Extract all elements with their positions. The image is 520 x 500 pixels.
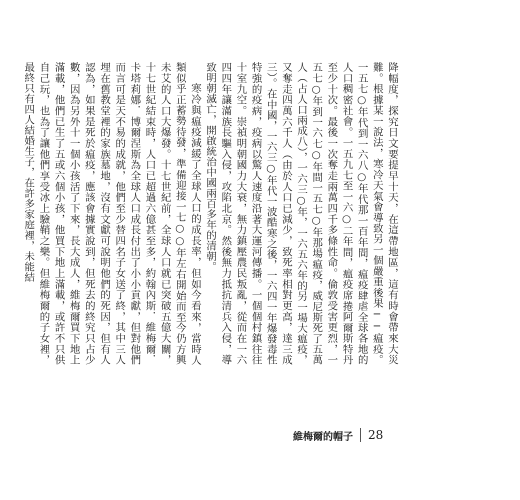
page-number: 28 [368,428,384,442]
paragraph-1: 降幅度，探究日文要提早十天，在這帶地區，這有時會帶來大災難。根據某一說法，寒冷天氣會導致另一個嚴重後果──瘟疫。一五七○年代到一六八○年代那一百年間，瘟疫肆虐全球各地的人口稠密社會。一五九七至一六○二年間，瘟疫席捲阿爾斯特丹至少十次。最後一次奪走兩萬四千多條性命。倫敦受害更烈，一五七○年到一六七○年間一五七○年那場瘟疫，威尼斯死了五萬人（占人口兩成八），一六三○年，一六五六年的另一場大瘟疫，又奪走四萬六千人（由於人口已減少，致死率相對更高，達三成三）。在中國，一六三○年代一波酷寒之後，一六四一年爆發毒性特強的疫病，疫病以驚人速度沿著大運河傳播。一個個村鎮往往十室九空。崇禎明朝國力大衰，無力鎮壓農民叛亂，從而在一六四四年讓滿族長驅入侵，攻陷北京。然後無力抵抗清兵入侵，導致明朝滅亡，開啟統治中國兩百多年的清朝。 [204,62,398,365]
page-footer [293,426,383,444]
body-text [20,62,402,365]
footer-divider [360,428,361,442]
running-title: 維梅爾的帽子 [293,431,353,443]
paragraph-2: 寒冷與瘟疫減緩了全球人口的成長率，但如今看來，當時人類似乎正蓄勢待發，準備迎接一七○○年左右開始而至今仍方興未艾的人口大爆發。十七世紀前，全球人口就已突破五億大關，十七世紀結束時，人口已超過六億甚至多，約翰內斯．維梅爾．卡塔莉娜．博爾涅斯為全球人口成長付出了小小貢獻，但對他們而言可是天不易的成就，他們至少替四名子女送了終，其中三人埋在舊教堂裡的家族墓地，沒有文獻可說明他們的死因，但有人認為，如果是死於瘟疫，應該會據實說到，但死去的終究只占少數，因為另外十一個小孩活了下來，長大成人，維梅爾買下地上滿載，他們已生了五或六個小孩，他買下地上滿載，或許不只供自己玩，也為了讓他們享受冰上驗鞘之樂。但維梅爾的子女裡，最終只有四人結婚生子，在許多家庭裡，未能結 [22,62,201,365]
